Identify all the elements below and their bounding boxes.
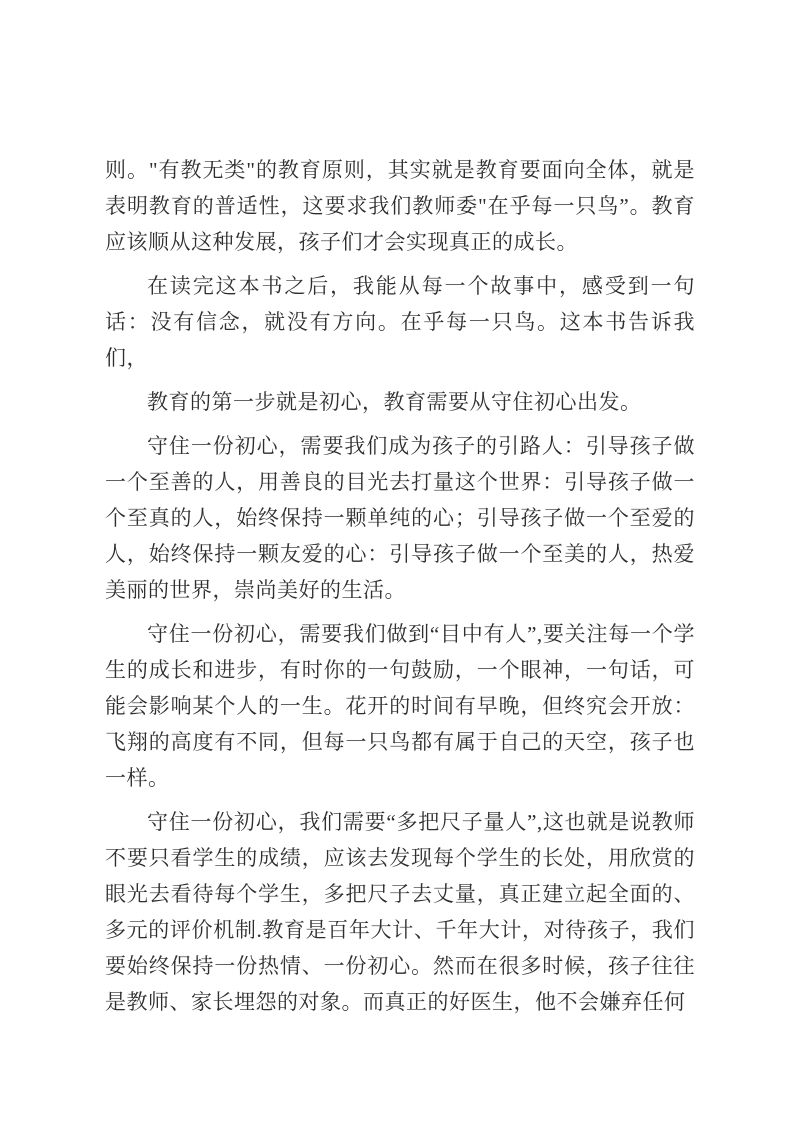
paragraph: 守住一份初心，需要我们做到“目中有人”,要关注每一个学生的成长和进步，有时你的一句鼓励，一个眼神，一句话，可能会影响某个人的一生。花开的时间有早晚，但终究会开放：飞翔的高度有不同，但每一只鸟都有属于自己的天空，孩子也一样。 [105,622,695,790]
paragraph: 则。"有教无类"的教育原则，其实就是教育要面向全体，就是表明教育的普适性，这要求我们教师委"在乎每一只鸟”。教育应该顺从这种发展，孩子们才会实现真正的成长。 [105,158,695,254]
paragraph: 教育的第一步就是初心，教育需要从守住初心出发。 [147,390,642,414]
paragraph: 在读完这本书之后，我能从每一个故事中，感受到一句话：没有信念，就没有方向。在乎每一只鸟。这本书告诉我们， [105,274,695,370]
paragraph: 守住一份初心，我们需要“多把尺子量人”,这也就是说教师不要只看学生的成绩，应该去发现每个学生的长处，用欣赏的眼光去看待每个学生，多把尺子去丈量，真正建立起全面的、多元的评价机制.教育是百年大计、千年大计，对待孩子，我们要始终保持一份热情、一份初心。然而在很多时候，孩子往往是教师、家长埋怨的对象。而真正的好医生，他不会嫌弃任何 [105,810,695,1014]
paragraph: 守住一份初心，需要我们成为孩子的引路人：引导孩子做一个至善的人，用善良的目光去打量这个世界：引导孩子做一个至真的人，始终保持一颗单纯的心；引导孩子做一个至爱的人，始终保持一颗友爱的心：引导孩子做一个至美的人，热爱美丽的世界，崇尚美好的生活。 [105,434,695,602]
document-text-block [105,152,695,1020]
